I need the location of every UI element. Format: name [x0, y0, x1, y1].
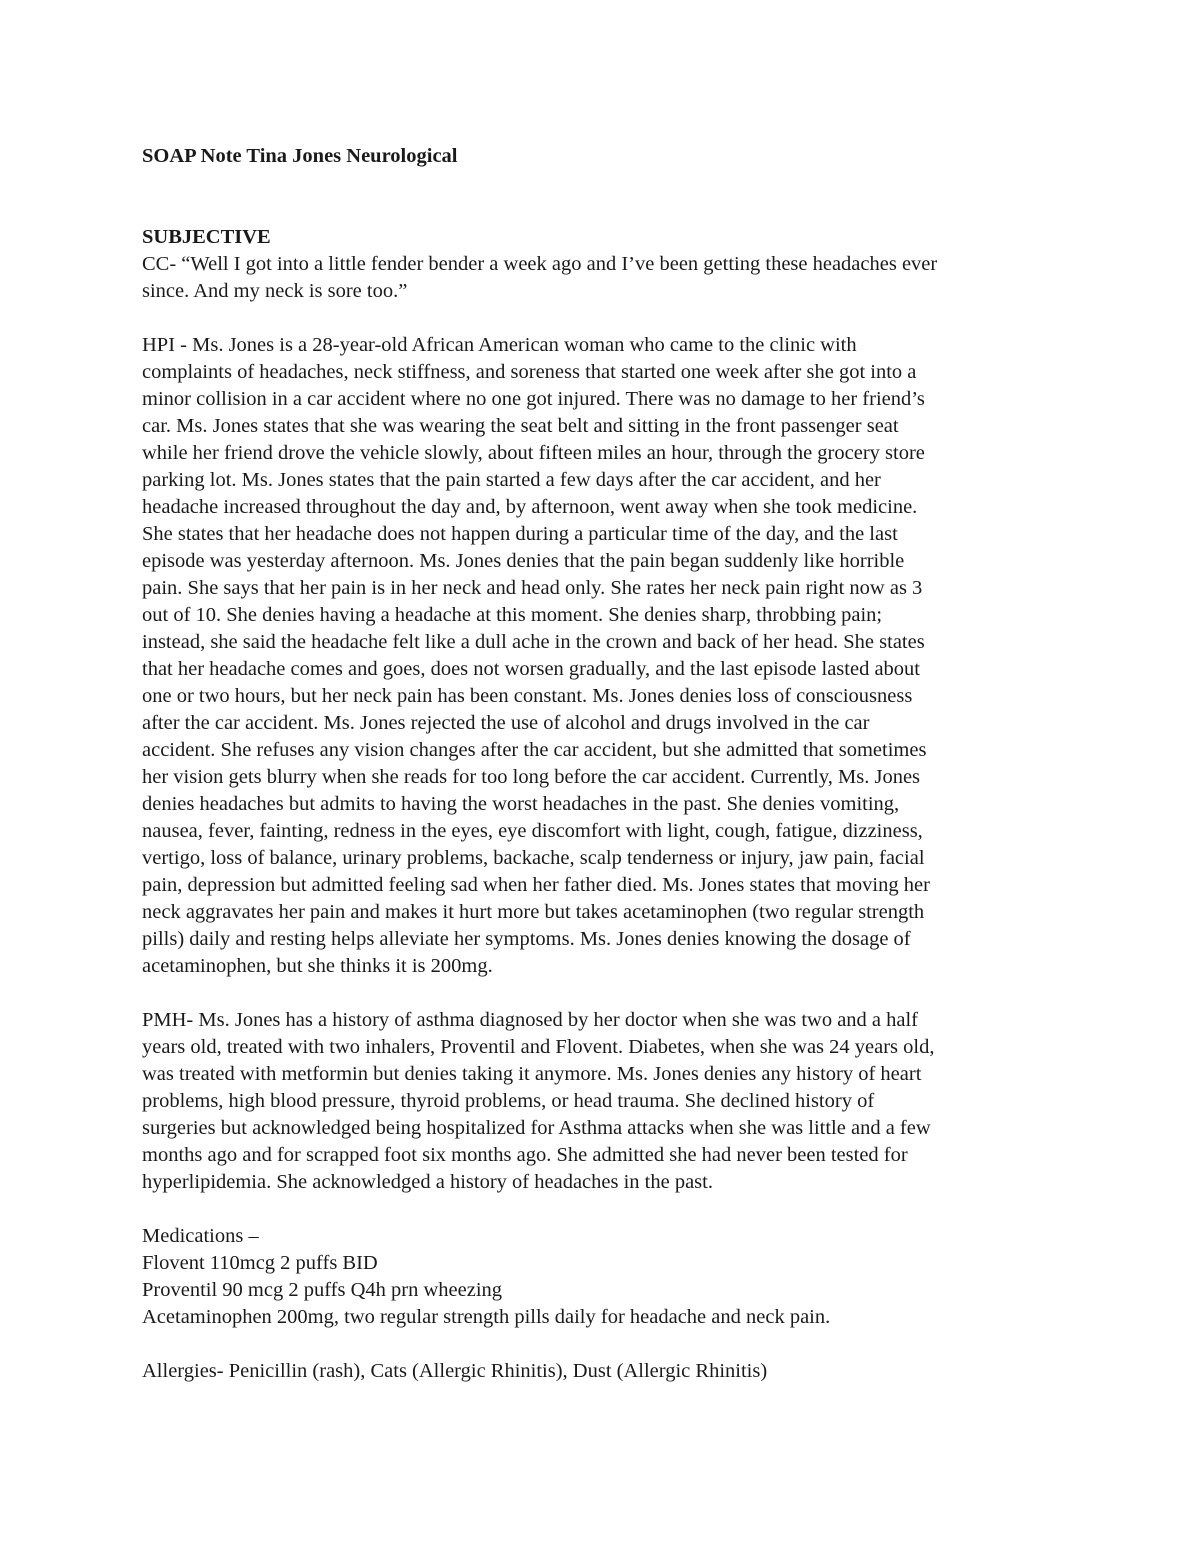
allergies-paragraph: [142, 1358, 1072, 1385]
hpi-line: episode was yesterday afternoon. Ms. Jones denies that the pain began suddenly like horrible: [142, 550, 905, 572]
hpi-line: pills) daily and resting helps alleviate her symptoms. Ms. Jones denies knowing the dosage of: [142, 928, 911, 950]
hpi-line: HPI - Ms. Jones is a 28-year-old African American woman who came to the clinic with: [142, 334, 857, 356]
pmh-line: hyperlipidemia. She acknowledged a history of headaches in the past.: [142, 1171, 713, 1193]
hpi-line: after the car accident. Ms. Jones rejected the use of alcohol and drugs involved in the car: [142, 712, 870, 734]
hpi-line: nausea, fever, fainting, redness in the eyes, eye discomfort with light, cough, fatigue, dizziness,: [142, 820, 923, 842]
hpi-line: pain. She says that her pain is in her neck and head only. She rates her neck pain right now as 3: [142, 577, 923, 599]
pmh-line: surgeries but acknowledged being hospitalized for Asthma attacks when she was little and a few: [142, 1117, 931, 1139]
pmh-line: years old, treated with two inhalers, Proventil and Flovent. Diabetes, when she was 24 years old,: [142, 1036, 935, 1058]
hpi-line: her vision gets blurry when she reads for too long before the car accident. Currently, Ms. Jones: [142, 766, 921, 788]
hpi-paragraph: [142, 332, 1072, 980]
hpi-line: while her friend drove the vehicle slowly, about fifteen miles an hour, through the grocery store: [142, 442, 925, 464]
cc-line: since. And my neck is sore too.”: [142, 280, 408, 302]
hpi-line: parking lot. Ms. Jones states that the pain started a few days after the car accident, and her: [142, 469, 881, 491]
medications-list: [142, 1223, 1072, 1331]
medications-line: Flovent 110mcg 2 puffs BID: [142, 1252, 378, 1274]
hpi-line: that her headache comes and goes, does not worsen gradually, and the last episode lasted about: [142, 658, 920, 680]
hpi-line: denies headaches but admits to having the worst headaches in the past. She denies vomiting,: [142, 793, 900, 815]
hpi-line: minor collision in a car accident where no one got injured. There was no damage to her friend’s: [142, 388, 925, 410]
hpi-line: instead, she said the headache felt like a dull ache in the crown and back of her head. She states: [142, 631, 925, 653]
medications-line: Medications –: [142, 1225, 259, 1247]
pmh-paragraph: [142, 1007, 1072, 1196]
hpi-line: accident. She refuses any vision changes after the car accident, but she admitted that sometimes: [142, 739, 927, 761]
medications-line: Acetaminophen 200mg, two regular strength pills daily for headache and neck pain.: [142, 1306, 831, 1328]
hpi-line: out of 10. She denies having a headache at this moment. She denies sharp, throbbing pain;: [142, 604, 883, 626]
hpi-line: headache increased throughout the day and, by afternoon, went away when she took medicine.: [142, 496, 918, 518]
allergies-line: Allergies- Penicillin (rash), Cats (Allergic Rhinitis), Dust (Allergic Rhinitis): [142, 1360, 768, 1382]
document-content: [142, 143, 1072, 1385]
pmh-line: PMH- Ms. Jones has a history of asthma diagnosed by her doctor when she was two and a half: [142, 1009, 919, 1031]
pmh-line: months ago and for scrapped foot six months ago. She admitted she had never been tested for: [142, 1144, 908, 1166]
hpi-line: one or two hours, but her neck pain has been constant. Ms. Jones denies loss of consciousness: [142, 685, 913, 707]
hpi-line: pain, depression but admitted feeling sad when her father died. Ms. Jones states that moving her: [142, 874, 930, 896]
medications-line: Proventil 90 mcg 2 puffs Q4h prn wheezing: [142, 1279, 503, 1301]
hpi-line: car. Ms. Jones states that she was wearing the seat belt and sitting in the front passenger seat: [142, 415, 899, 437]
hpi-line: acetaminophen, but she thinks it is 200mg.: [142, 955, 493, 977]
hpi-line: She states that her headache does not happen during a particular time of the day, and the last: [142, 523, 898, 545]
hpi-line: neck aggravates her pain and makes it hurt more but takes acetaminophen (two regular strength: [142, 901, 925, 923]
cc-line: CC- “Well I got into a little fender bender a week ago and I’ve been getting these headaches ever: [142, 253, 938, 275]
chief-complaint: [142, 251, 1072, 305]
hpi-line: complaints of headaches, neck stiffness, and soreness that started one week after she got into a: [142, 361, 917, 383]
hpi-line: vertigo, loss of balance, urinary problems, backache, scalp tenderness or injury, jaw pain, facial: [142, 847, 925, 869]
subjective-heading: SUBJECTIVE: [142, 226, 271, 248]
pmh-line: was treated with metformin but denies taking it anymore. Ms. Jones denies any history of heart: [142, 1063, 922, 1085]
pmh-line: problems, high blood pressure, thyroid problems, or head trauma. She declined history of: [142, 1090, 875, 1112]
document-title: SOAP Note Tina Jones Neurological: [142, 145, 458, 167]
